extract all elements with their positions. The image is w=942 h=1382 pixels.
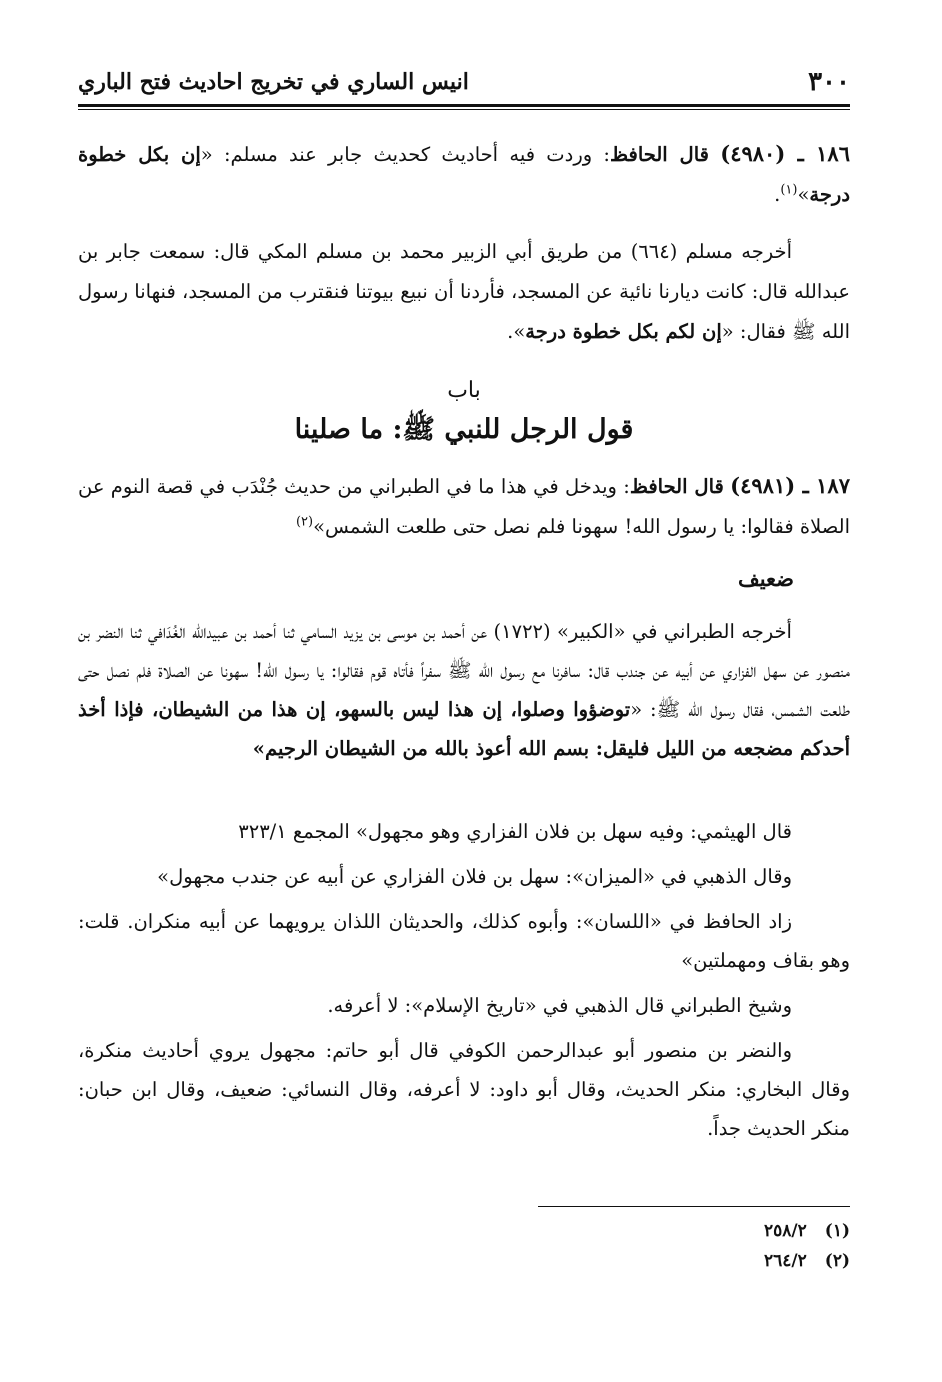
footnote [764, 1246, 850, 1276]
footnote-reference: ٢٦٤/٢ [764, 1251, 807, 1271]
header-rule [78, 104, 850, 107]
footnote-marker: (١) [780, 182, 798, 198]
entry-186 [78, 134, 850, 215]
footnote-marker: (٢) [295, 514, 314, 530]
quote-close: » [797, 183, 810, 206]
paragraph: وشيخ الطبراني قال الذهبي في «تاريخ الإسلام»: لا أعرفه. [327, 994, 792, 1017]
takhrij-end: » [252, 737, 265, 760]
takhrij-end: ». [507, 320, 526, 343]
page-number: ٣٠٠ [808, 67, 850, 97]
entry-number: ١٨٦ ـ (٤٩٨٠) [720, 141, 850, 166]
entry-text: : ويدخل في هذا ما في الطبراني من حديث جُنْدَب في قصة النوم عن الصلاة فقالوا: يا رسول الله! سهونا فلم نصل حتى طلعت الشمس» [78, 475, 850, 538]
hadith-quote: إن بكل خطوة درجة [78, 143, 850, 206]
chapter-title: قول الرجل للنبي ﷺ: ما صلينا [294, 414, 634, 445]
entry-text: : وردت فيه أحاديث كحديث جابر عند مسلم: « [200, 143, 610, 166]
paragraph: قال الهيثمي: وفيه سهل بن فلان الفزاري وهو مجهول» المجمع ٣٢٣/١ [238, 820, 792, 843]
footnotes [764, 1216, 850, 1276]
grade-label: ضعيف [737, 566, 794, 591]
paragraph: والنضر بن منصور أبو عبدالرحمن الكوفي قال أبو حاتم: مجهول يروي أحاديث منكرة، وقال البخاري: منكر الحديث، وقال أبو داود: لا أعرفه، وقال النسائي: ضعيف، وقال ابن حبان: منكر الحديث جداً. [78, 1039, 850, 1140]
takhrij-text: أخرجه مسلم (٦٦٤) من طريق أبي الزبير محمد بن مسلم المكي قال: سمعت جابر بن عبدالله قال: كانت ديارنا نائية عن المسجد، فأردنا أن نبيع بيوتنا فنقترب من المسجد، فنهانا رسول الله ﷺ فقال: « [78, 240, 850, 343]
header-rule-thin [78, 109, 850, 110]
paragraph: وقال الذهبي في «الميزان»: سهل بن فلان الفزاري عن أبيه عن جندب مجهول» [157, 865, 792, 888]
footnote-rule [538, 1206, 850, 1207]
footnote-number: (١) [824, 1221, 850, 1241]
entry-end: . [774, 183, 781, 206]
footnote-reference: ٢٥٨/٢ [764, 1221, 807, 1241]
entry-187 [78, 466, 850, 547]
takhrij-187 [78, 612, 850, 768]
chapter-label: باب [447, 378, 481, 403]
hadith-quote: توضؤوا وصلوا، إن هذا ليس بالسهو، إن هذا من الشيطان، فإذا أخذ أحدكم مضجعه من الليل فليقل: بسم الله أعوذ بالله من الشيطان الرجيم [78, 698, 850, 760]
speaker: قال الحافظ [629, 475, 724, 498]
running-title: انيس الساري في تخريج احاديث فتح الباري [78, 69, 469, 95]
takhrij-text: أخرجه الطبراني في «الكبير» (١٧٢٢) عن أحمد بن موسى بن يزيد السامي ثنا أحمد بن عبيدالله الغُدَافي ثنا النضر بن منصور عن سهل الفزاري عن أبيه عن جندب قال: سافرنا مع رسول الله ﷺ سفراً فأتاه قوم فقالوا: يا رسول الله! سهونا عن الصلاة فلم نصل حتى طلعت الشمس، فقال رسول الله ﷺ: « [78, 620, 850, 721]
hadith-quote: إن لكم بكل خطوة درجة [525, 320, 722, 343]
commentary [78, 812, 850, 1148]
entry-number: ١٨٧ ـ (٤٩٨١) [730, 473, 850, 498]
footnote [764, 1216, 850, 1246]
speaker: قال الحافظ [609, 143, 709, 166]
page-header [78, 60, 850, 104]
paragraph: زاد الحافظ في «اللسان»: وأبوه كذلك، والحديثان اللذان يرويهما عن أبيه منكران. قلت: وهو بقاف ومهملتين» [78, 910, 850, 972]
footnote-number: (٢) [824, 1251, 850, 1271]
takhrij-186 [78, 232, 850, 352]
